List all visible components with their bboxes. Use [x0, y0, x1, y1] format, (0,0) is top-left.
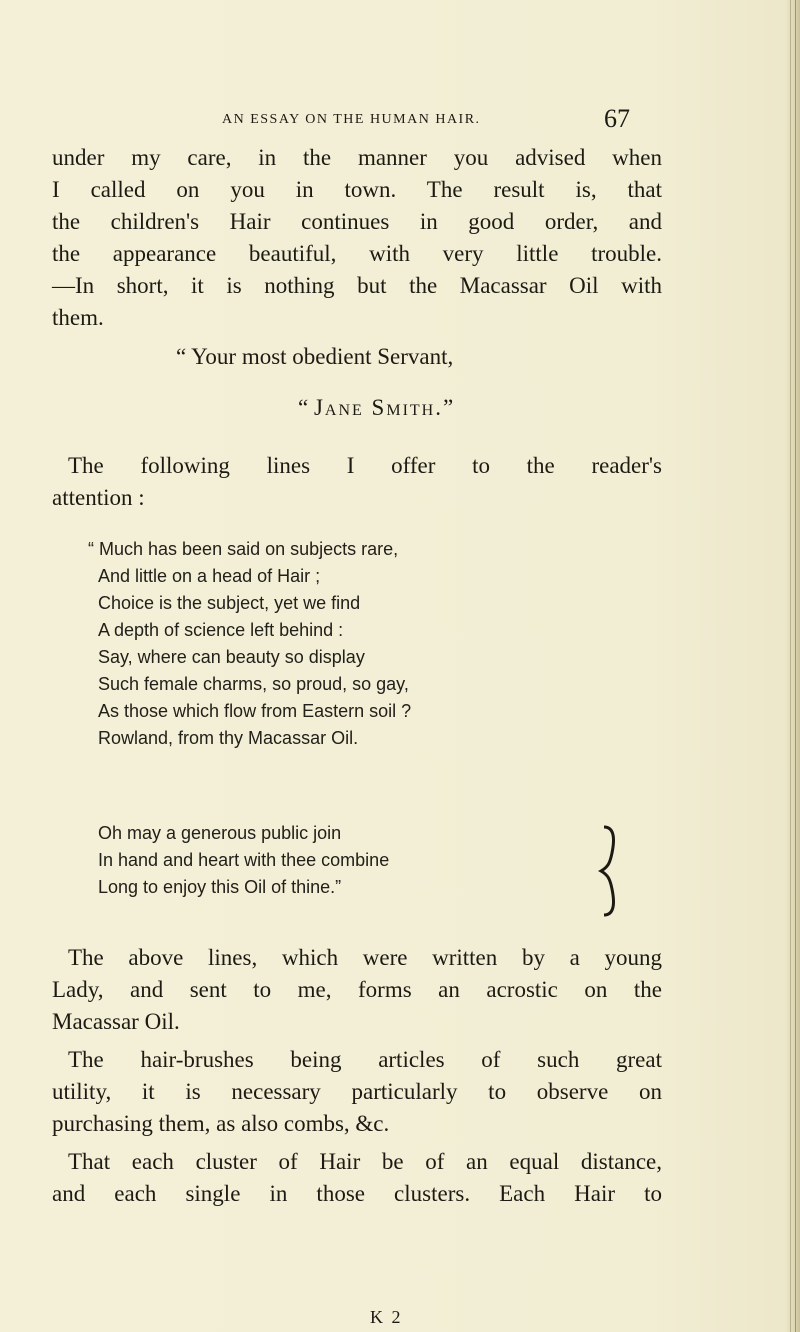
curly-brace-icon — [598, 823, 622, 919]
letter-signature — [298, 395, 453, 421]
poem-stanza-1 — [88, 536, 411, 752]
text-line: the children's Hair continues in good order, and — [52, 209, 662, 234]
poem-line: Choice is the subject, yet we find — [98, 593, 361, 613]
page-edge-line — [790, 0, 791, 1332]
poem-line: Say, where can beauty so display — [98, 647, 365, 667]
text-line: and each single in those clusters. Each Hair to — [52, 1181, 662, 1206]
page-edge — [786, 0, 800, 1332]
poem-line: A depth of science left behind : — [98, 620, 344, 640]
text-line: Macassar Oil. — [52, 1009, 180, 1034]
poem-line: Such female charms, so proud, so gay, — [98, 674, 409, 694]
poem-line: Oh may a generous public join — [98, 823, 342, 843]
paragraph-clusters — [52, 1146, 662, 1210]
text-line: the appearance beautiful, with very little trouble. — [52, 241, 662, 266]
signature-open-quote: “ — [298, 395, 314, 420]
text-line: The following lines I offer to the reader's — [68, 453, 662, 478]
poem-stanza-2 — [88, 820, 389, 901]
poem-line: Long to enjoy this Oil of thine.” — [98, 877, 342, 897]
paragraph-acrostic-note — [52, 942, 662, 1038]
page-edge-line — [795, 0, 796, 1332]
paragraph-intro — [52, 450, 662, 514]
paragraph-letter-body — [52, 142, 662, 334]
paragraph-hair-brushes — [52, 1044, 662, 1140]
running-header: AN ESSAY ON THE HUMAN HAIR. — [222, 112, 481, 127]
text-line: The above lines, which were written by a young — [68, 945, 662, 970]
text-line: utility, it is necessary particularly to observe on — [52, 1079, 662, 1104]
poem-line: And little on a head of Hair ; — [98, 566, 321, 586]
signature-mark: K 2 — [370, 1307, 403, 1327]
text-line: I called on you in town. The result is, that — [52, 177, 662, 202]
text-line: purchasing them, as also combs, &c. — [52, 1111, 390, 1136]
text-line: Lady, and sent to me, forms an acrostic on the — [52, 977, 662, 1002]
letter-closing: “ Your most obedient Servant, — [176, 344, 454, 369]
text-line: under my care, in the manner you advised when — [52, 145, 662, 170]
text-line: That each cluster of Hair be of an equal distance, — [68, 1149, 662, 1174]
text-line: —In short, it is nothing but the Macassar Oil with — [52, 273, 662, 298]
poem-line: “ Much has been said on subjects rare, — [88, 539, 399, 559]
signature-close-quote: ” — [442, 395, 454, 420]
poem-line: Rowland, from thy Macassar Oil. — [98, 728, 359, 748]
poem-line: In hand and heart with thee combine — [98, 850, 390, 870]
text-line: The hair-brushes being articles of such great — [68, 1047, 662, 1072]
poem-line: As those which flow from Eastern soil ? — [98, 701, 412, 721]
text-line: attention : — [52, 485, 145, 510]
text-line: them. — [52, 305, 104, 330]
page-number: 67 — [604, 104, 630, 133]
signature-name: Jane Smith. — [313, 395, 443, 420]
